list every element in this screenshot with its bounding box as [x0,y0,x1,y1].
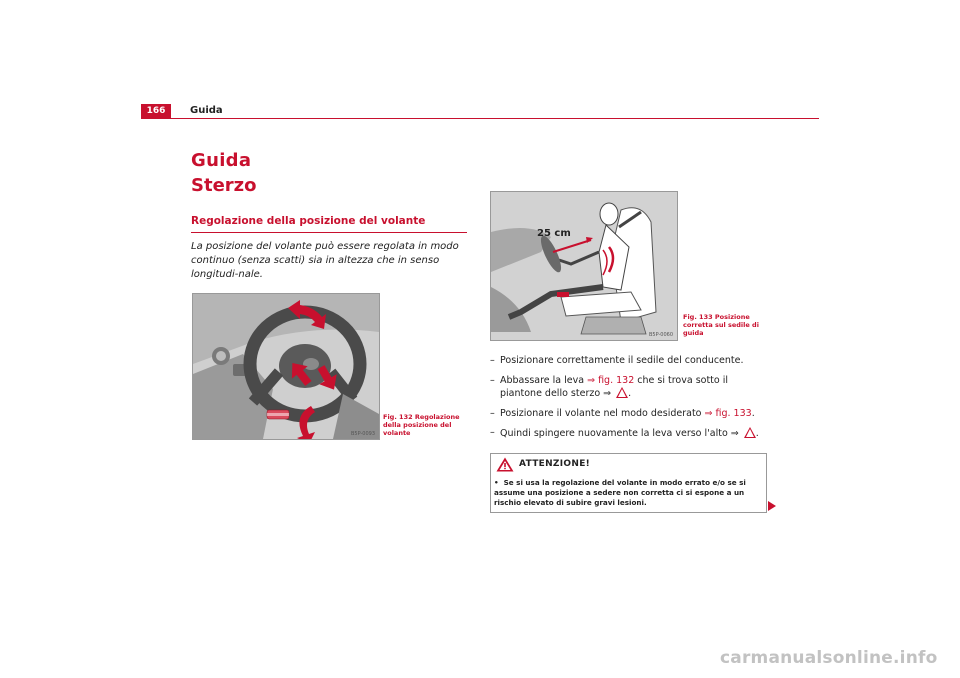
warning-icon[interactable] [616,387,628,398]
step-item [490,355,772,367]
continue-arrow-icon [768,501,776,511]
figure-steering-adjustment [192,293,380,440]
page-number: 166 [141,104,171,118]
step-item [490,427,772,440]
step-text: che si trova sotto il piantone dello sterzo ⇒ [500,375,729,399]
warning-body: Se si usa la regolazione del volante in modo errato e/o se si assume una posizione a sedere non corretta ci si espone a un rischio elevato di subire gravi lesioni. [494,478,746,507]
step-dash: – [490,355,495,366]
steering-wheel-illustration [193,294,379,439]
warning-title: ATTENZIONE! [519,459,591,469]
step-text: Abbassare la leva [500,375,588,386]
warning-icon[interactable] [744,427,756,438]
warning-triangle-icon [496,457,514,472]
step-text: . [628,388,632,399]
distance-label: 25 cm [537,228,571,239]
figure-code: B5P-0093 [350,431,375,437]
intro-text: La posizione del volante può essere regolata in modo continuo (senza scatti) sia in altezza che in senso longitudi-nale. [191,241,459,280]
figure-code: B5P-0060 [648,332,673,338]
step-dash: – [490,408,495,419]
header-rule [141,118,819,119]
subsection-title: Regolazione della posizione del volante [191,215,426,227]
step-dash: – [490,375,495,386]
figure-link-133[interactable]: ⇒ fig. 133 [704,408,752,419]
figure-caption: Fig. 133 Posizione corretta sul sedile di guida [683,313,759,337]
figure-caption: Fig. 132 Regolazione della posizione del volante [383,413,460,437]
step-text: Quindi spingere nuovamente la leva verso l'alto ⇒ [500,428,742,439]
step-dash: – [490,427,495,438]
warning-box [490,453,767,513]
figure-link-132[interactable]: ⇒ fig. 132 [587,375,635,386]
step-text: Posizionare correttamente il sedile del conducente. [500,355,744,366]
step-text: Posizionare il volante nel modo desiderato [500,408,705,419]
warning-text [494,478,762,508]
subsection-rule [191,232,467,233]
step-text: . [751,408,755,419]
chapter-title: Guida [191,150,252,171]
step-item [490,408,772,420]
step-text: . [755,428,759,439]
warning-header [491,454,766,473]
running-head: Guida [190,105,223,116]
watermark: carmanualsonline.info [720,648,938,668]
step-item [490,375,772,400]
section-title: Sterzo [191,175,257,196]
bullet: • [494,478,499,487]
figure-seating-position [490,191,678,341]
driver-seating-illustration [491,192,677,340]
